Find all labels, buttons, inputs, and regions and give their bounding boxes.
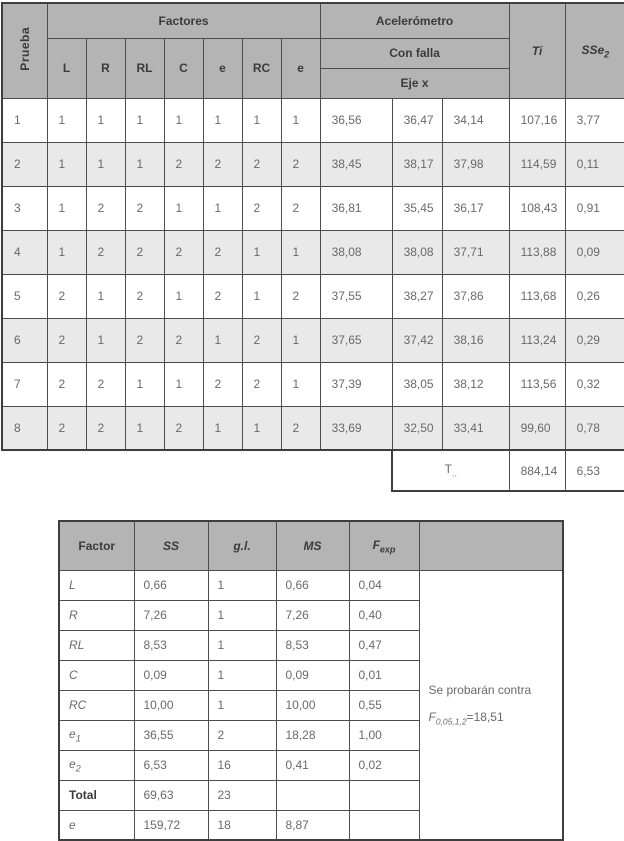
ss-value: 8,53 <box>134 630 208 660</box>
accel-x1: 38,08 <box>320 230 392 274</box>
ss-value: 0,09 <box>134 660 208 690</box>
ms-value: 0,66 <box>276 570 349 600</box>
sse-value: 0,32 <box>565 362 624 406</box>
ms-value: 8,53 <box>276 630 349 660</box>
f-value <box>349 780 419 810</box>
gl-value: 1 <box>208 570 276 600</box>
factor-R: 1 <box>86 274 125 318</box>
prueba-number: 3 <box>2 186 47 230</box>
table1-row <box>2 406 624 450</box>
factor-RL: 1 <box>125 142 164 186</box>
f-value: 0,02 <box>349 750 419 780</box>
factor-R: 1 <box>86 142 125 186</box>
ti-value: 108,43 <box>509 186 565 230</box>
factor-e2: 2 <box>281 406 320 450</box>
header-ti: Ti <box>509 3 565 98</box>
factor-L: 1 <box>47 230 86 274</box>
ms-value: 10,00 <box>276 690 349 720</box>
accel-x2: 35,45 <box>392 186 442 230</box>
ti-value: 113,24 <box>509 318 565 362</box>
accel-x3: 37,71 <box>442 230 509 274</box>
accel-x1: 36,56 <box>320 98 392 142</box>
factor-e: 1 <box>203 406 242 450</box>
factor-e2: 1 <box>281 318 320 362</box>
table1-row <box>2 230 624 274</box>
header-factor-C: C <box>164 38 203 98</box>
factor-R: 2 <box>86 362 125 406</box>
table1-row <box>2 142 624 186</box>
gl-value: 1 <box>208 660 276 690</box>
factor-RL: 2 <box>125 318 164 362</box>
sse-value: 0,11 <box>565 142 624 186</box>
factor-RL: 2 <box>125 230 164 274</box>
anova-table <box>58 520 564 841</box>
header-factor-e1: e <box>203 38 242 98</box>
factor-e: 2 <box>203 274 242 318</box>
factor-text: C <box>69 668 78 682</box>
anova-row <box>59 570 563 600</box>
document-page <box>0 2 624 841</box>
sse-value: 3,77 <box>565 98 624 142</box>
accel-x3: 38,16 <box>442 318 509 362</box>
factor-RC: 2 <box>242 142 281 186</box>
factor-subscript: 1 <box>75 733 81 744</box>
factor-text: e <box>69 817 76 832</box>
prueba-number: 8 <box>2 406 47 450</box>
factor-e: 2 <box>203 230 242 274</box>
factor-label <box>59 630 134 660</box>
accel-x1: 33,69 <box>320 406 392 450</box>
accel-x2: 38,08 <box>392 230 442 274</box>
accel-x2: 37,42 <box>392 318 442 362</box>
ti-value: 114,59 <box>509 142 565 186</box>
factor-RC: 2 <box>242 186 281 230</box>
prueba-vertical-label: Prueba <box>17 27 32 72</box>
f-value: 0,55 <box>349 690 419 720</box>
factor-R: 1 <box>86 318 125 362</box>
factor-e: 1 <box>203 318 242 362</box>
anova-header-row <box>59 521 563 570</box>
note-f-critical <box>429 710 563 726</box>
grand-total-ti: 884,14 <box>509 450 565 491</box>
note-cell <box>419 570 563 840</box>
f-value: 0,04 <box>349 570 419 600</box>
factor-L: 1 <box>47 98 86 142</box>
factor-label <box>59 600 134 630</box>
ms-value: 7,26 <box>276 600 349 630</box>
header-ms: MS <box>276 521 349 570</box>
factorial-table <box>1 2 624 492</box>
f-value: 0,47 <box>349 630 419 660</box>
factor-RC: 1 <box>242 274 281 318</box>
table1-row <box>2 186 624 230</box>
factor-text: RL <box>69 638 85 652</box>
factor-C: 1 <box>164 186 203 230</box>
accel-x2: 36,47 <box>392 98 442 142</box>
note-f-value: =18,51 <box>466 710 504 725</box>
ms-value: 0,41 <box>276 750 349 780</box>
accel-x3: 34,14 <box>442 98 509 142</box>
note-f-subscript: 0,05,1,2 <box>435 716 467 727</box>
ms-value: 18,28 <box>276 720 349 750</box>
table1-row <box>2 98 624 142</box>
header-gl: g.l. <box>208 521 276 570</box>
factor-text: e <box>69 756 76 771</box>
header-acelerometro: Acelerómetro <box>320 3 509 38</box>
accel-x1: 36,81 <box>320 186 392 230</box>
sse-subscript: 2 <box>604 48 610 59</box>
grand-total-t: T <box>444 462 452 477</box>
ti-value: 107,16 <box>509 98 565 142</box>
factor-L: 1 <box>47 186 86 230</box>
table1-row <box>2 318 624 362</box>
table1-header-row-1 <box>2 3 624 38</box>
factor-e2: 1 <box>281 362 320 406</box>
accel-x1: 37,39 <box>320 362 392 406</box>
table1-row <box>2 274 624 318</box>
factor-L: 1 <box>47 142 86 186</box>
header-factor: Factor <box>59 521 134 570</box>
note-text: Se probarán contra <box>428 683 532 698</box>
gl-value: 1 <box>208 690 276 720</box>
f-value <box>349 810 419 840</box>
ss-value: 7,26 <box>134 600 208 630</box>
ss-value: 0,66 <box>134 570 208 600</box>
factor-RL: 1 <box>125 98 164 142</box>
factor-text: RC <box>69 698 87 712</box>
accel-x1: 38,45 <box>320 142 392 186</box>
ti-value: 99,60 <box>509 406 565 450</box>
factor-C: 1 <box>164 98 203 142</box>
factor-RC: 1 <box>242 406 281 450</box>
header-factor-e2: e <box>281 38 320 98</box>
factor-R: 1 <box>86 98 125 142</box>
factor-RC: 1 <box>242 230 281 274</box>
factor-RC: 2 <box>242 362 281 406</box>
factor-C: 1 <box>164 362 203 406</box>
grand-total-sse: 6,53 <box>565 450 624 491</box>
factor-R: 2 <box>86 230 125 274</box>
sse-text: SSe <box>581 42 605 57</box>
accel-x2: 38,17 <box>392 142 442 186</box>
factor-RL: 1 <box>125 406 164 450</box>
factor-label <box>59 780 134 810</box>
header-factores: Factores <box>47 3 320 38</box>
prueba-number: 4 <box>2 230 47 274</box>
factor-C: 2 <box>164 406 203 450</box>
header-ss: SS <box>134 521 208 570</box>
factor-R: 2 <box>86 186 125 230</box>
grand-total-label <box>392 450 509 491</box>
gl-value: 1 <box>208 630 276 660</box>
factor-L: 2 <box>47 318 86 362</box>
ss-value: 69,63 <box>134 780 208 810</box>
factor-C: 2 <box>164 318 203 362</box>
f-value: 0,40 <box>349 600 419 630</box>
sse-value: 0,78 <box>565 406 624 450</box>
factor-label <box>59 720 134 750</box>
factor-subscript: 2 <box>75 763 81 774</box>
factor-C: 2 <box>164 142 203 186</box>
f-value: 1,00 <box>349 720 419 750</box>
table1-total-row <box>2 450 624 491</box>
ti-value: 113,56 <box>509 362 565 406</box>
ms-value: 0,09 <box>276 660 349 690</box>
f-text: F <box>372 537 380 552</box>
factor-text: R <box>69 608 78 622</box>
prueba-number: 5 <box>2 274 47 318</box>
factor-e2: 2 <box>281 186 320 230</box>
gl-value: 2 <box>208 720 276 750</box>
factor-C: 2 <box>164 230 203 274</box>
factor-label <box>59 810 134 840</box>
gl-value: 16 <box>208 750 276 780</box>
prueba-number: 6 <box>2 318 47 362</box>
factor-text: e <box>69 726 76 741</box>
gl-value: 23 <box>208 780 276 810</box>
header-sse <box>565 3 624 98</box>
accel-x3: 33,41 <box>442 406 509 450</box>
factor-label <box>59 660 134 690</box>
prueba-number: 1 <box>2 98 47 142</box>
ti-value: 113,88 <box>509 230 565 274</box>
factor-RL: 2 <box>125 274 164 318</box>
factor-e: 1 <box>203 186 242 230</box>
factor-L: 2 <box>47 274 86 318</box>
factor-RL: 1 <box>125 362 164 406</box>
header-note-spacer <box>419 521 563 570</box>
sse-value: 0,26 <box>565 274 624 318</box>
accel-x2: 38,27 <box>392 274 442 318</box>
header-eje-x: Eje x <box>320 68 509 98</box>
factor-text: Total <box>69 788 97 802</box>
sse-value: 0,91 <box>565 186 624 230</box>
factor-e: 2 <box>203 362 242 406</box>
header-factor-RC: RC <box>242 38 281 98</box>
factor-e: 2 <box>203 142 242 186</box>
factor-e2: 1 <box>281 98 320 142</box>
header-fexp <box>349 521 419 570</box>
f-value: 0,01 <box>349 660 419 690</box>
accel-x2: 32,50 <box>392 406 442 450</box>
sse-value: 0,09 <box>565 230 624 274</box>
factor-e2: 2 <box>281 142 320 186</box>
ss-value: 36,55 <box>134 720 208 750</box>
factor-RC: 1 <box>242 98 281 142</box>
sse-value: 0,29 <box>565 318 624 362</box>
factor-RC: 2 <box>242 318 281 362</box>
factor-label <box>59 690 134 720</box>
factor-L: 2 <box>47 406 86 450</box>
header-factor-RL: RL <box>125 38 164 98</box>
factor-text: L <box>69 578 76 592</box>
accel-x1: 37,55 <box>320 274 392 318</box>
gl-value: 18 <box>208 810 276 840</box>
header-con-falla: Con falla <box>320 38 509 68</box>
grand-total-dots: .. <box>451 468 457 479</box>
note-f-symbol: F <box>428 710 436 725</box>
table1-row <box>2 362 624 406</box>
prueba-number: 7 <box>2 362 47 406</box>
factor-RL: 2 <box>125 186 164 230</box>
f-subscript: exp <box>379 543 396 554</box>
ss-value: 6,53 <box>134 750 208 780</box>
accel-x3: 38,12 <box>442 362 509 406</box>
ti-value: 113,68 <box>509 274 565 318</box>
prueba-number: 2 <box>2 142 47 186</box>
blank-cell <box>2 450 392 491</box>
accel-x1: 37,65 <box>320 318 392 362</box>
factor-e2: 1 <box>281 230 320 274</box>
accel-x2: 38,05 <box>392 362 442 406</box>
factor-C: 1 <box>164 274 203 318</box>
factor-e2: 2 <box>281 274 320 318</box>
header-factor-L: L <box>47 38 86 98</box>
ms-value: 8,87 <box>276 810 349 840</box>
header-factor-R: R <box>86 38 125 98</box>
accel-x3: 37,86 <box>442 274 509 318</box>
factor-label <box>59 750 134 780</box>
accel-x3: 37,98 <box>442 142 509 186</box>
ss-value: 159,72 <box>134 810 208 840</box>
accel-x3: 36,17 <box>442 186 509 230</box>
factor-label <box>59 570 134 600</box>
ss-value: 10,00 <box>134 690 208 720</box>
gl-value: 1 <box>208 600 276 630</box>
factor-e: 1 <box>203 98 242 142</box>
factor-R: 2 <box>86 406 125 450</box>
header-prueba <box>2 3 47 98</box>
factor-L: 2 <box>47 362 86 406</box>
ms-value <box>276 780 349 810</box>
